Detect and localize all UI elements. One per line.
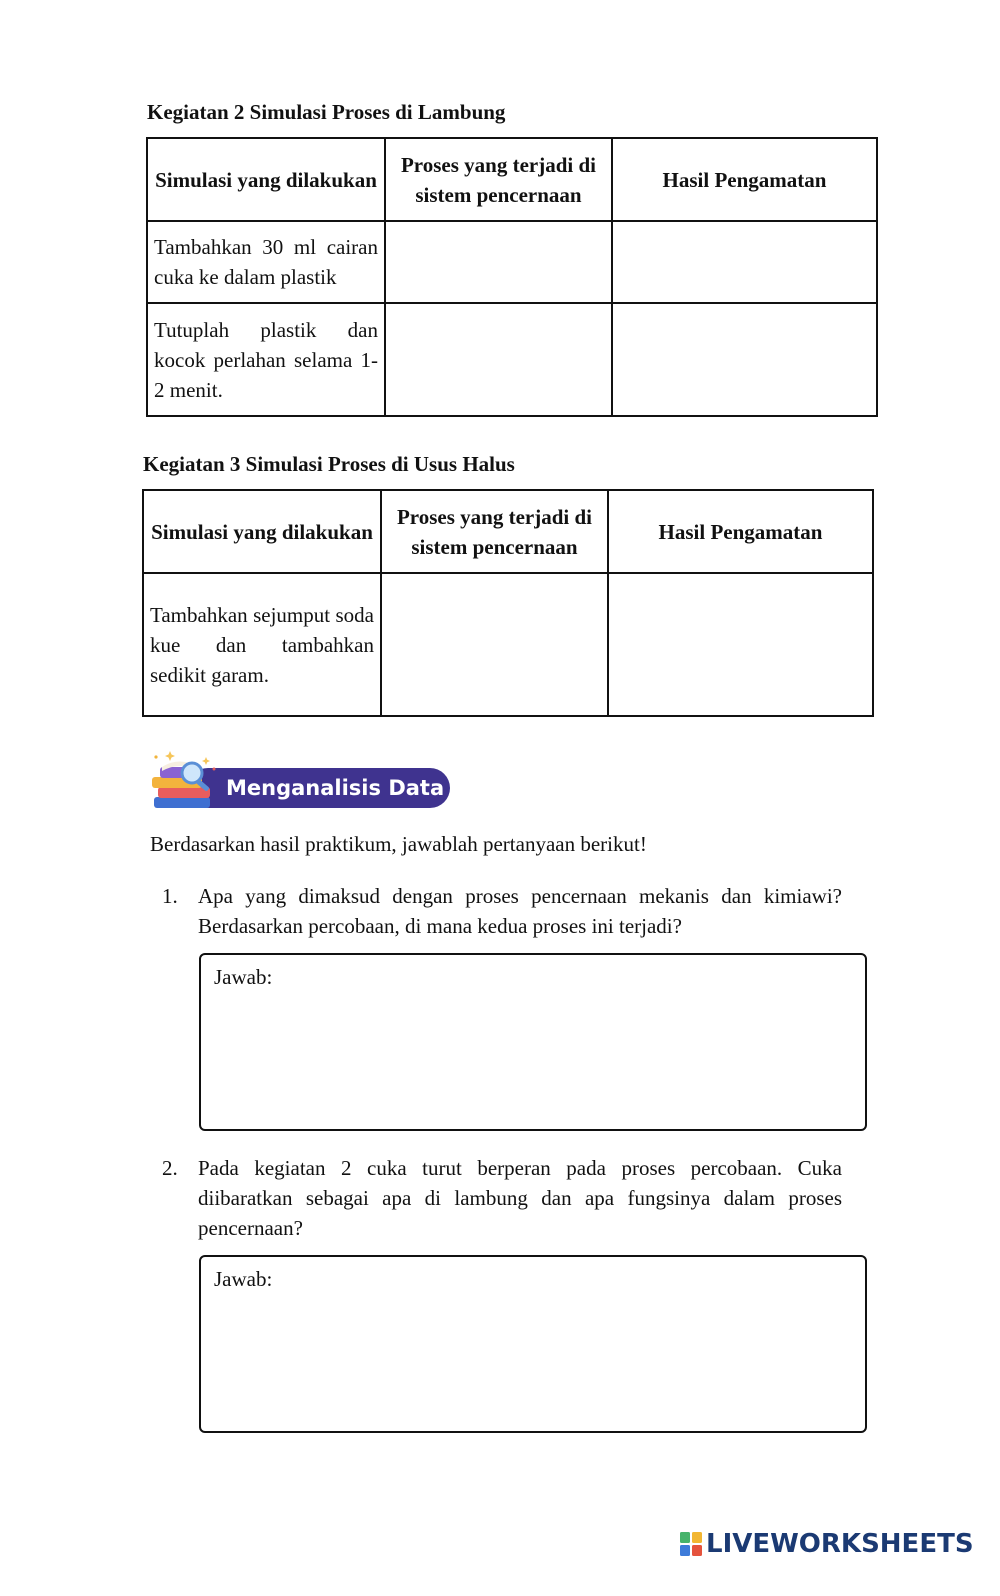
books-magnifier-icon [148, 747, 228, 817]
hasil-answer-cell[interactable] [608, 573, 873, 716]
proses-answer-cell[interactable] [385, 303, 612, 416]
activity-3-table [142, 489, 874, 717]
answer-box-2[interactable] [199, 1255, 867, 1433]
table-header-row [143, 490, 873, 573]
simulasi-cell: Tambahkan 30 ml cairan cuka ke dalam plastik [147, 221, 385, 303]
section-badge [148, 747, 453, 817]
header-hasil: Hasil Pengamatan [612, 138, 877, 221]
table-row [143, 573, 873, 716]
simulasi-cell: Tutuplah plastik dan kocok perlahan selama 1-2 menit. [147, 303, 385, 416]
header-hasil: Hasil Pengamatan [608, 490, 873, 573]
liveworksheets-logo [680, 1527, 974, 1561]
badge-label: Menganalisis Data [188, 768, 450, 808]
table-row [147, 303, 877, 416]
table-header-row [147, 138, 877, 221]
header-proses: Proses yang terjadi di sistem pencernaan [385, 138, 612, 221]
simulasi-cell: Tambahkan sejumput soda kue dan tambahkan sedikit garam. [143, 573, 381, 716]
answer-label: Jawab: [214, 965, 273, 989]
header-proses: Proses yang terjadi di sistem pencernaan [381, 490, 608, 573]
proses-answer-cell[interactable] [385, 221, 612, 303]
question-1 [162, 881, 842, 941]
table-row [147, 221, 877, 303]
activity-2-table [146, 137, 878, 417]
answer-box-1[interactable] [199, 953, 867, 1131]
analysis-intro: Berdasarkan hasil praktikum, jawablah pertanyaan berikut! [150, 832, 647, 856]
activity-2-title: Kegiatan 2 Simulasi Proses di Lambung [147, 100, 506, 124]
proses-answer-cell[interactable] [381, 573, 608, 716]
header-simulasi: Simulasi yang dilakukan [147, 138, 385, 221]
answer-label: Jawab: [214, 1267, 273, 1291]
liveworksheets-logo-icon [680, 1532, 702, 1556]
question-text: Pada kegiatan 2 cuka turut berperan pada proses percobaan. Cuka diibaratkan sebagai apa di lambung dan apa fungsinya dalam proses pencernaan? [198, 1156, 842, 1240]
activity-3-title: Kegiatan 3 Simulasi Proses di Usus Halus [143, 452, 515, 476]
question-number: 1. [162, 884, 178, 908]
logo-text: LIVEWORKSHEETS [706, 1529, 974, 1559]
question-number: 2. [162, 1156, 178, 1180]
hasil-answer-cell[interactable] [612, 303, 877, 416]
header-simulasi: Simulasi yang dilakukan [143, 490, 381, 573]
question-2 [162, 1153, 842, 1243]
question-text: Apa yang dimaksud dengan proses pencernaan mekanis dan kimiawi? Berdasarkan percobaan, di mana kedua proses ini terjadi? [198, 884, 842, 938]
hasil-answer-cell[interactable] [612, 221, 877, 303]
